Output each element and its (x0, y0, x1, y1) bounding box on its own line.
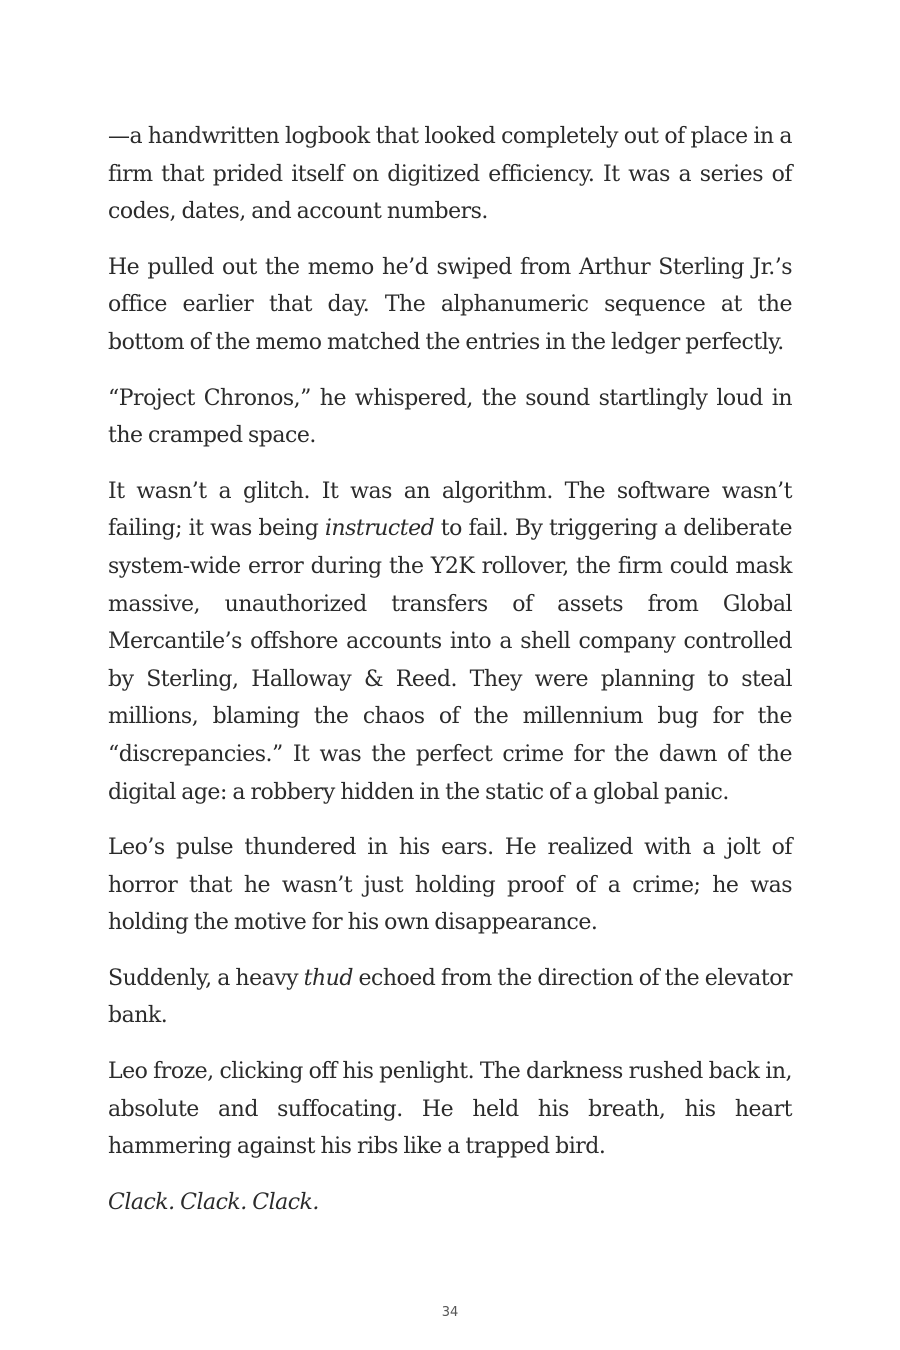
paragraph (108, 829, 792, 942)
paragraph-text: Leo froze, clicking off his penlight. The darkness rushed back in, absolute and suffocating. He held his breath, his heart hammering against his ribs like a trapped bird. (108, 1059, 792, 1160)
page-number: 34 (441, 1305, 459, 1320)
paragraph-text: He pulled out the memo he’d swiped from Arthur Sterling Jr.’s office earlier that day. The alphanumeric sequence at the bottom of the memo matched the entries in the ledger perfectly. (108, 254, 792, 355)
italic-text: Clack. Clack. Clack. (108, 1189, 319, 1215)
italic-text: instructed (324, 516, 435, 542)
paragraph (108, 1184, 792, 1222)
paragraph (108, 118, 792, 231)
paragraph (108, 380, 792, 455)
paragraph-text: echoed from the direction of the elevator bank. (108, 965, 792, 1029)
italic-text: thud (303, 965, 353, 991)
paragraph (108, 249, 792, 362)
paragraph-text: It wasn’t a glitch. It was an algorithm. The software wasn’t failing; it was being (108, 478, 792, 542)
paragraph (108, 960, 792, 1035)
paragraph-text: Leo’s pulse thundered in his ears. He realized with a jolt of horror that he wasn’t just holding proof of a crime; he was holding the motive for his own disappearance. (108, 835, 792, 936)
paragraph (108, 473, 792, 811)
paragraph-text: —a handwritten logbook that looked completely out of place in a firm that prided itself on digitized efficiency. It was a series of codes, dates, and account numbers. (108, 124, 792, 225)
paragraph (108, 1053, 792, 1166)
paragraph-text: Suddenly, a heavy (108, 965, 304, 991)
paragraph-text: to fail. By triggering a deliberate system-wide error during the Y2K rollover, the firm could mask massive, unauthorized transfers of assets from Global Mercantile’s offshore accounts into a shell company controlled by Sterling, Halloway & Reed. They were planning to steal millions, blaming the chaos of the millennium bug for the “discrepancies.” It was the perfect crime for the dawn of the digital age: a robbery hidden in the static of a global panic. (108, 516, 792, 805)
body-text (108, 118, 792, 1239)
paragraph-text: “Project Chronos,” he whispered, the sound startlingly loud in the cramped space. (108, 385, 792, 449)
